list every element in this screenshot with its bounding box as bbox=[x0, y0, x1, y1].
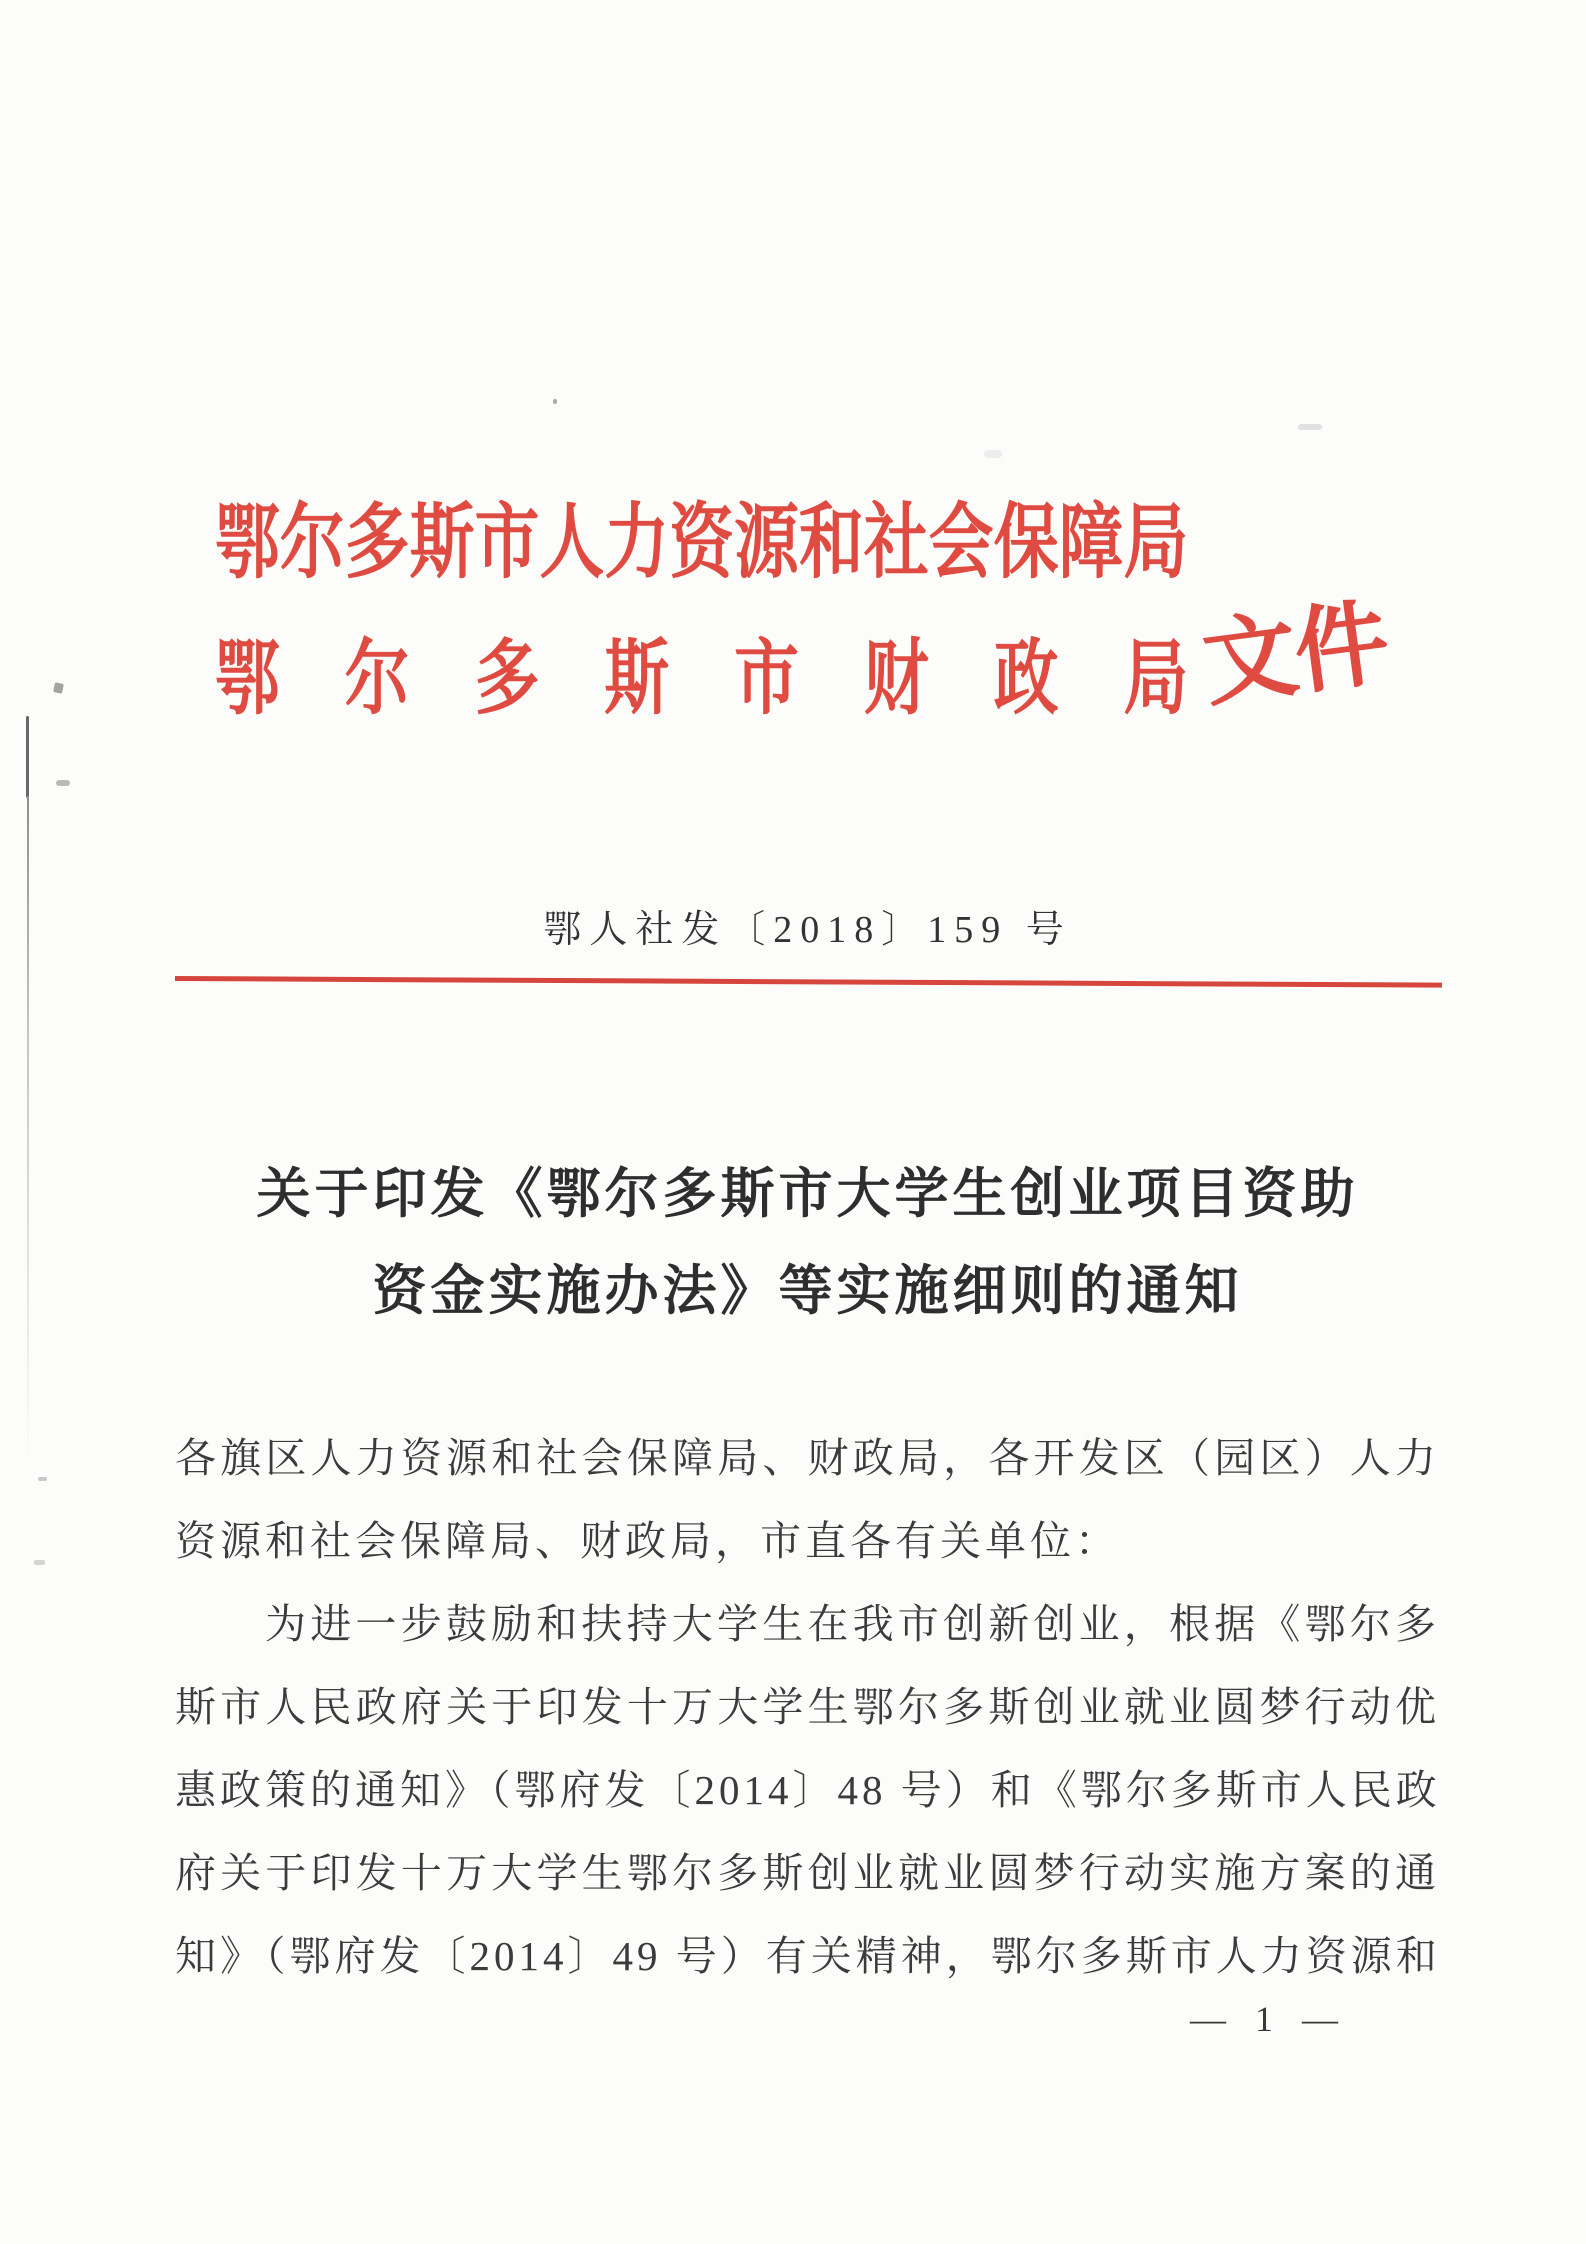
scan-artifact-speck bbox=[38, 1477, 47, 1481]
document-body bbox=[175, 1417, 1440, 1998]
document-title-line2: 资金实施办法》等实施细则的通知 bbox=[372, 1261, 1243, 1321]
body-line: 资源和社会保障局、财政局，市直各有关单位： bbox=[175, 1518, 1120, 1564]
body-line: 府关于印发十万大学生鄂尔多斯创业就业圆梦行动实施方案的通 bbox=[175, 1850, 1440, 1896]
red-divider-line bbox=[175, 976, 1442, 988]
page-number: — 1 — bbox=[1190, 1999, 1348, 2039]
body-line: 斯市人民政府关于印发十万大学生鄂尔多斯创业就业圆梦行动优 bbox=[175, 1684, 1440, 1730]
scan-artifact-speck bbox=[53, 682, 64, 694]
body-line: 为进一步鼓励和扶持大学生在我市创新创业，根据《鄂尔多 bbox=[265, 1601, 1440, 1647]
scan-artifact-speck bbox=[34, 1560, 45, 1565]
agency-name-line2: 鄂尔多斯市财政局 bbox=[215, 633, 1189, 724]
scan-artifact-speck bbox=[984, 450, 1002, 458]
document-title-line1: 关于印发《鄂尔多斯市大学生创业项目资助 bbox=[256, 1164, 1359, 1224]
scan-artifact-speck bbox=[56, 780, 70, 786]
document-type-label: 文件 bbox=[1197, 591, 1394, 719]
document-title bbox=[175, 1146, 1440, 1340]
agency-name-line1: 鄂尔多斯市人力资源和社会保障局 bbox=[215, 497, 1189, 588]
letterhead bbox=[215, 475, 1188, 747]
body-line: 各旗区人力资源和社会保障局、财政局，各开发区（园区）人力 bbox=[175, 1435, 1440, 1481]
scan-artifact-speck bbox=[1298, 424, 1322, 430]
document-number: 鄂人社发〔2018〕159 号 bbox=[543, 909, 1072, 951]
scan-artifact-speck bbox=[553, 399, 557, 404]
scan-artifact-vertical-line bbox=[26, 716, 29, 798]
scan-artifact-vertical-line-faint bbox=[27, 796, 29, 1466]
body-line: 知》（鄂府发〔2014〕49 号）有关精神，鄂尔多斯市人力资源和 bbox=[175, 1933, 1441, 1979]
body-line: 惠政策的通知》（鄂府发〔2014〕48 号）和《鄂尔多斯市人民政 bbox=[175, 1767, 1441, 1813]
